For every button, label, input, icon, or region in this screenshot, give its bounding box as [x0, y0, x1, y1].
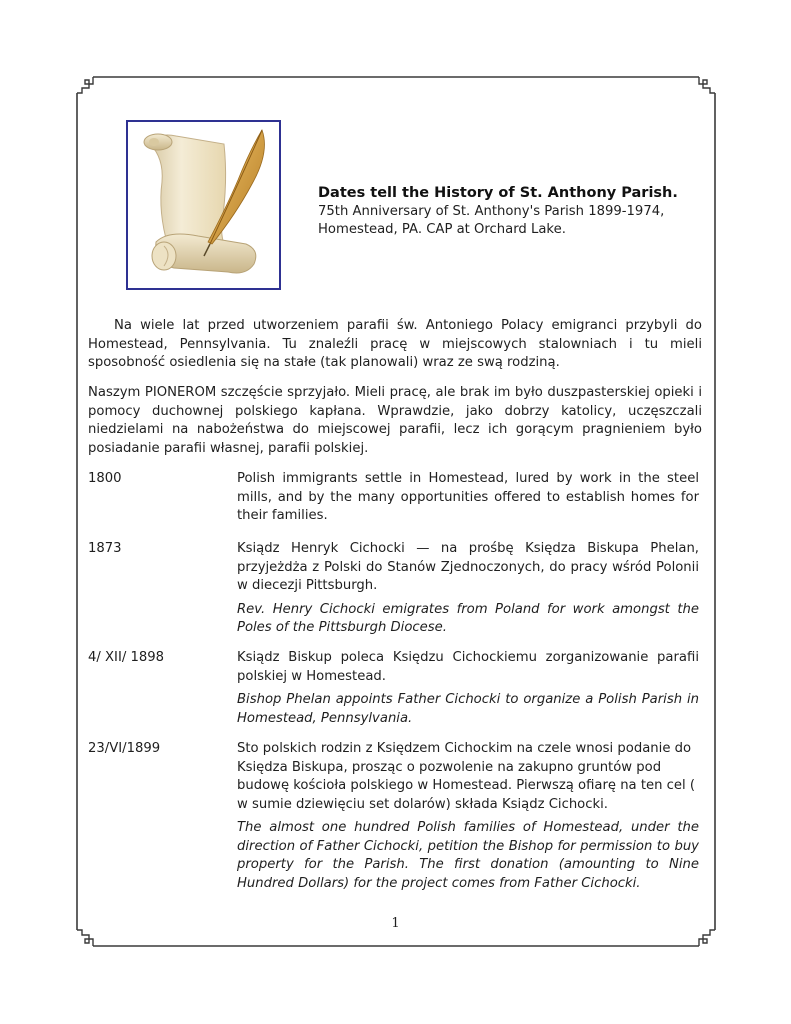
timeline-text-polish: Sto polskich rodzin z Księdzem Cichockim na czele wnosi podanie do Księdza Biskupa, prosząc o pozwolenie na zakupno gruntów pod budowę kościoła polskiego w Homestead. Pierwszą ofiarę na ten cel ( w sumie dziewięciu set dolarów) składa Ksiądz Cichocki. — [237, 741, 696, 812]
document-title: Dates tell the History of St. Anthony Parish. — [318, 185, 678, 201]
timeline-date: 23/VI/1899 — [88, 741, 161, 756]
header-subtitle-line1: 75th Anniversary of St. Anthony's Parish 1899-1974, — [318, 204, 665, 219]
timeline-date: 1873 — [88, 541, 122, 556]
page-number: 1 — [391, 916, 400, 931]
timeline-text-english: Bishop Phelan appoints Father Cichocki to organize a Polish Parish in Homestead, Pennsylvania. — [237, 692, 699, 726]
scroll-quill-illustration — [126, 120, 281, 290]
timeline-text: Polish immigrants settle in Homestead, lured by work in the steel mills, and by the many opportunities offered to establish homes for their families. — [237, 471, 699, 523]
timeline-text-english: The almost one hundred Polish families of Homestead, under the direction of Father Cichocki, petition the Bishop for permission to buy property for the Parish. The first donation (amounting to Nine Hundred Dollars) for the project comes from Father Cichocki. — [237, 820, 699, 891]
timeline-text-polish: Ksiądz Biskup poleca Księdzu Cichockiemu zorganizowanie parafii polskiej w Homestead. — [237, 650, 699, 684]
timeline-text-polish: Ksiądz Henryk Cichocki — na prośbę Księdza Biskupa Phelan, przyjeżdża z Polski do Stanów Zjednoczonych, do pracy wśród Polonii w diecezji Pittsburgh. — [237, 541, 699, 593]
intro-paragraph-2: Naszym PIONEROM szczęście sprzyjało. Mieli pracę, ale brak im było duszpasterskiej opieki i pomocy duchownej polskiego kapłana. Wprawdzie, jako dobrzy katolicy, uczęszczali niedzielami na nabożeństwa do miejscowej parafii, lecz ich gorącym pragnieniem było posiadanie parafii własnej, parafii polskiej. — [88, 385, 702, 456]
document-header — [318, 184, 718, 239]
corner-ornament-bottom-right — [699, 930, 715, 946]
corner-ornament-bottom-left — [77, 930, 93, 946]
scroll-and-quill-icon — [128, 122, 279, 288]
corner-ornament-top-left — [77, 77, 93, 93]
corner-ornament-top-right — [699, 77, 715, 93]
timeline-date: 1800 — [88, 471, 122, 486]
timeline-date: 4/ XII/ 1898 — [88, 650, 165, 665]
timeline-text-english: Rev. Henry Cichocki emigrates from Poland for work amongst the Poles of the Pittsburgh Diocese. — [237, 601, 699, 635]
header-subtitle-line2: Homestead, PA. CAP at Orchard Lake. — [318, 222, 566, 237]
intro-paragraph-1: Na wiele lat przed utworzeniem parafii św. Antoniego Polacy emigranci przybyli do Homestead, Pennsylvania. Tu znaleźli pracę w miejscowych stalowniach i tu mieli sposobność osiedlenia się na stałe (tak planowali) wraz ze swą rodziną. — [88, 318, 702, 370]
